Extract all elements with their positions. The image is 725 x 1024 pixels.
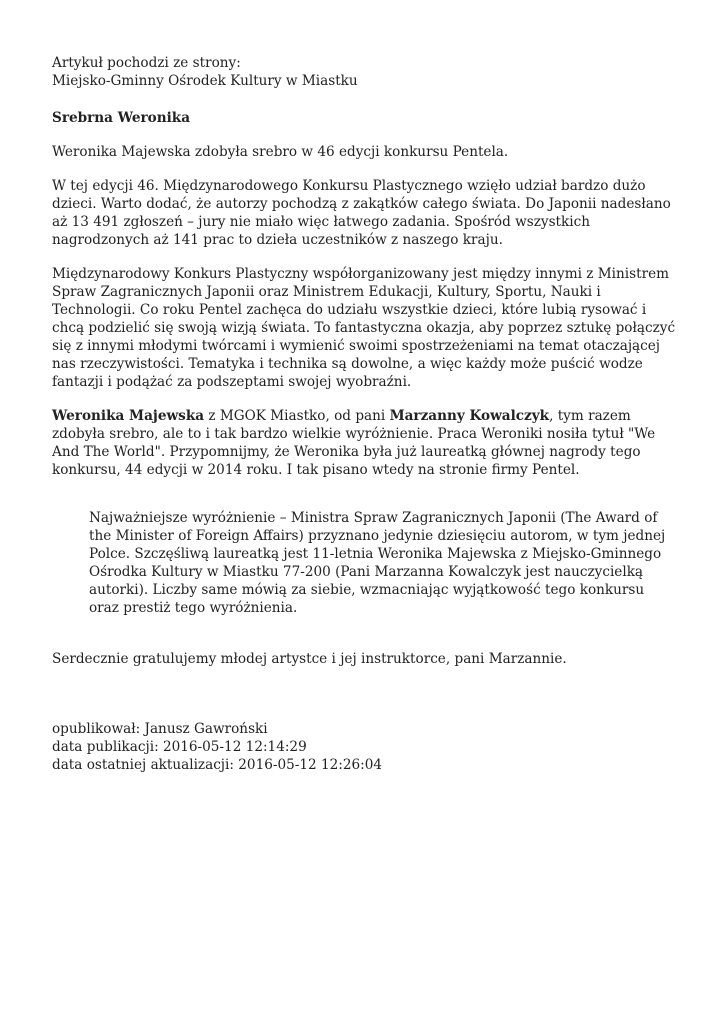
source-site-name: Miejsko-Gminny Ośrodek Kultury w Miastku: [52, 73, 358, 89]
article-paragraph-2: Międzynarodowy Konkurs Plastyczny współorganizowany jest między innymi z Ministrem Spraw Zagranicznych Japonii oraz Ministrem Edukacji, Kultury, Sportu, Nauki i Technologii. Co roku Pentel zachęca do udziału wszystkie dzieci, które lubią rysować i chcą podzielić się swoją wizją świata. To fantastyczna okazja, aby poprzez sztukę połączyć się z innymi młodymi twórcami i wymienić swoimi spostrzeżeniami na temat otaczającej nas rzeczywistości. Tematyka i technika są dowolne, a więc każdy może puścić wodze fantazji i podążać za podszeptami swojej wyobraźni.: [52, 266, 676, 390]
source-label: Artykuł pochodzi ze strony:: [52, 55, 241, 71]
article-title: Srebrna Weronika: [52, 110, 191, 126]
article-paragraph-3: [52, 407, 677, 479]
source-info: [52, 54, 677, 90]
author-line: opublikował: Janusz Gawroński: [52, 721, 268, 737]
published-date: data publikacji: 2016-05-12 12:14:29: [52, 739, 307, 755]
congratulations-text: Serdecznie gratulujemy młodej artystce i jej instruktorce, pani Marzannie.: [52, 651, 567, 667]
pentel-quote: [89, 509, 669, 617]
student-name: Weronika Majewska: [52, 408, 205, 424]
paragraph-3-text-a: z MGOK Miastko, od pani: [204, 408, 390, 424]
publication-meta: [52, 720, 677, 774]
article-paragraph-1: W tej edycji 46. Międzynarodowego Konkursu Plastycznego wzięło udział bardzo dużo dzieci. Warto dodać, że autorzy pochodzą z zakątków całego świata. Do Japonii nadesłano aż 13 491 zgłoszeń – jury nie miało więc łatwego zadania. Spośród wszystkich nagrodzonych aż 141 prac to dzieła uczestników z naszego kraju.: [52, 178, 671, 248]
article-intro: Weronika Majewska zdobyła srebro w 46 edycji konkursu Pentela.: [52, 144, 509, 160]
quote-text: Najważniejsze wyróżnienie – Ministra Spraw Zagranicznych Japonii (The Award of the Minister of Foreign Affairs) przyznano jedynie dziesięciu autorom, w tym jednej Polce. Szczęśliwą laureatką jest 11-letnia Weronika Majewska z Miejsko-Gminnego Ośrodka Kultury w Miastku 77-200 (Pani Marzanna Kowalczyk jest nauczycielką autorki). Liczby same mówią za siebie, wzmacniając wyjątkowość tego konkursu oraz prestiż tego wyróżnienia.: [89, 510, 666, 616]
updated-date: data ostatniej aktualizacji: 2016-05-12 12:26:04: [52, 757, 383, 773]
teacher-name: Marzanny Kowalczyk: [389, 408, 550, 424]
article: [52, 54, 677, 774]
paragraph-3-text-b: , tym razem zdobyła srebro, ale to i tak bardzo wielkie wyróżnienie. Praca Weroniki nosiła tytuł "We And The World". Przypomnijmy, że Weronika była już laureatką głównej nagrody tego konkursu, 44 edycji w 2014 roku. I tak pisano wtedy na stronie firmy Pentel.: [52, 408, 656, 478]
